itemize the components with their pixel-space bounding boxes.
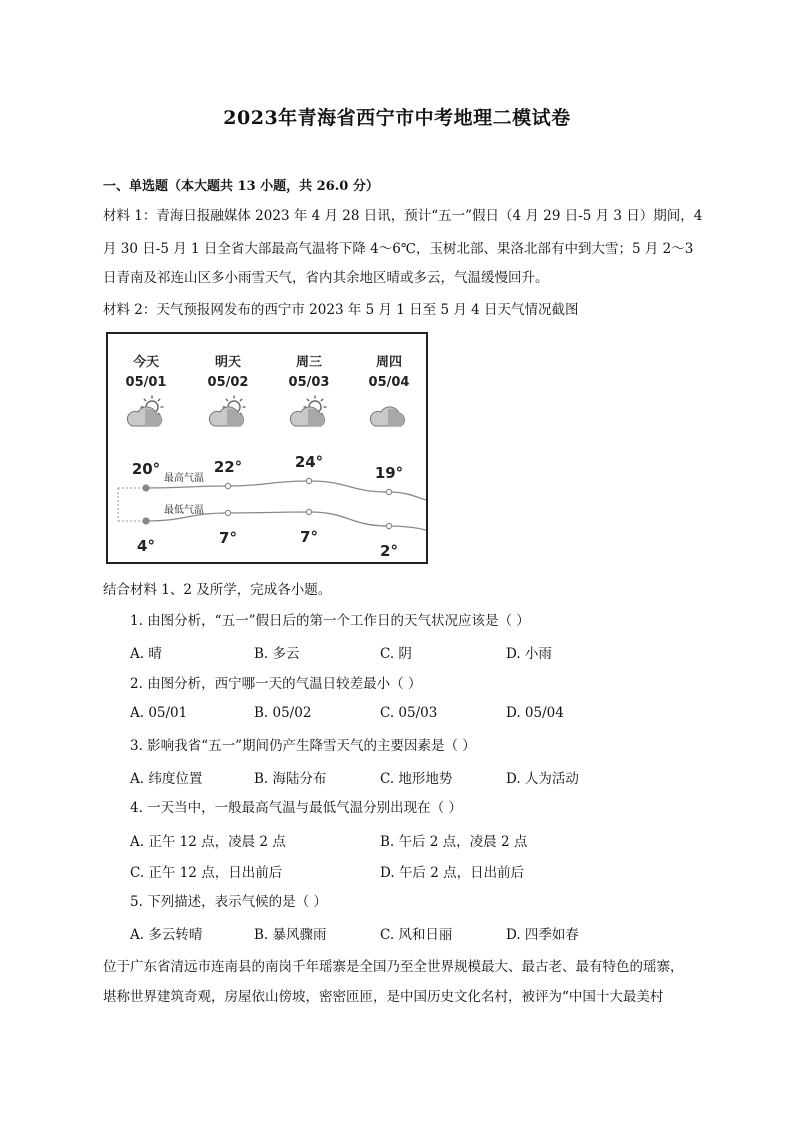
question-5-option: C. 风和日丽 (380, 927, 453, 943)
low-temp-value: 4° (137, 537, 155, 555)
high-temp-point (143, 485, 149, 491)
question-2-option: A. 05/01 (130, 705, 188, 721)
question-2-option: C. 05/03 (380, 705, 438, 721)
question-1-option: A. 晴 (130, 646, 162, 662)
low-temp-value: 7° (219, 529, 237, 547)
low-temp-point (386, 523, 391, 528)
low-temp-label: 最低气温 (164, 505, 204, 516)
question-2-option: D. 05/04 (506, 705, 564, 721)
partly-cloudy-icon (209, 396, 245, 427)
day-name: 明天 (214, 355, 242, 370)
high-temp-value: 19° (374, 464, 404, 482)
high-temp-value: 22° (213, 458, 243, 476)
day-name: 周三 (295, 355, 323, 370)
high-temp-value: 20° (131, 460, 161, 478)
day-date: 05/02 (207, 375, 249, 390)
question-2-stem: 2. 由图分析，西宁哪一天的气温日较差最小（ ） (130, 676, 422, 692)
high-temp-point (386, 489, 391, 494)
question-1-stem: 1. 由图分析，“五一”假日后的第一个工作日的天气状况应该是（ ） (130, 613, 530, 629)
day-date: 05/01 (125, 375, 167, 390)
question-3-stem: 3. 影响我省“五一”期间仍产生降雪天气的主要因素是（ ） (130, 738, 476, 754)
question-3-option: D. 人为活动 (506, 771, 579, 787)
weather-graphic (108, 334, 426, 562)
question-4-stem: 4. 一天当中，一般最高气温与最低气温分别出现在（ ） (130, 800, 462, 816)
high-temp-point (225, 483, 230, 488)
passage-line1: 位于广东省清远市连南县的南岗千年瑶寨是全国乃至全世界规模最大、最古老、最有特色的瑶寨， (103, 959, 684, 975)
low-temp-value: 7° (300, 528, 318, 546)
day-date: 05/04 (368, 375, 410, 390)
partly-cloudy-icon (127, 396, 163, 427)
low-temp-point (225, 510, 230, 515)
material1-line1: 材料 1：青海日报融媒体 2023 年 4 月 28 日讯，预计“五一”假日（4 月 29 日-5 月 3 日）期间，4 (103, 208, 703, 224)
partly-cloudy-icon (290, 396, 326, 427)
low-temp-point (143, 518, 149, 524)
question-1-option: D. 小雨 (506, 646, 552, 662)
day-date: 05/03 (288, 375, 330, 390)
question-5-stem: 5. 下列描述，表示气候的是（ ） (130, 894, 327, 910)
question-5-option: D. 四季如春 (506, 927, 579, 943)
instruction: 结合材料 1、2 及所学，完成各小题。 (103, 582, 332, 598)
question-3-option: A. 纬度位置 (130, 771, 203, 787)
day-name: 周四 (375, 355, 403, 370)
question-5-option: B. 暴风骤雨 (254, 927, 327, 943)
section-heading: 一、单选题（本大题共 13 小题，共 26.0 分） (103, 179, 379, 194)
weather-forecast-figure (106, 332, 428, 564)
question-4-option: B. 午后 2 点，凌晨 2 点 (380, 834, 528, 850)
low-temp-value: 2° (380, 542, 398, 560)
material2-caption: 材料 2：天气预报网发布的西宁市 2023 年 5 月 1 日至 5 月 4 日天气情况截图 (103, 302, 579, 318)
page-title: 2023年青海省西宁市中考地理二模试卷 (223, 107, 571, 129)
material1-line3: 日青南及祁连山区多小雨雪天气，省内其余地区晴或多云，气温缓慢回升。 (103, 270, 549, 286)
question-2-option: B. 05/02 (254, 705, 312, 721)
passage-line2: 堪称世界建筑奇观，房屋依山傍坡，密密匝匝，是中国历史文化名村，被评为“中国十大最美村 (103, 989, 664, 1005)
high-temp-label: 最高气温 (164, 473, 204, 484)
question-4-option: A. 正午 12 点，凌晨 2 点 (130, 834, 286, 850)
question-3-option: B. 海陆分布 (254, 771, 327, 787)
question-1-option: C. 阴 (380, 646, 412, 662)
day-name: 今天 (132, 355, 160, 370)
material1-line2: 月 30 日-5 月 1 日全省大部最高气温将下降 4～6℃，玉树北部、果洛北部有中到大雪；5 月 2～3 (103, 241, 694, 257)
high-temp-value: 24° (294, 453, 324, 471)
question-1-option: B. 多云 (254, 646, 300, 662)
cloudy-icon (370, 407, 404, 426)
low-temp-point (306, 509, 311, 514)
question-4-option: C. 正午 12 点，日出前后 (130, 865, 283, 881)
question-3-option: C. 地形地势 (380, 771, 453, 787)
question-5-option: A. 多云转晴 (130, 927, 203, 943)
high-temp-point (306, 478, 311, 483)
question-4-option: D. 午后 2 点，日出前后 (380, 865, 525, 881)
